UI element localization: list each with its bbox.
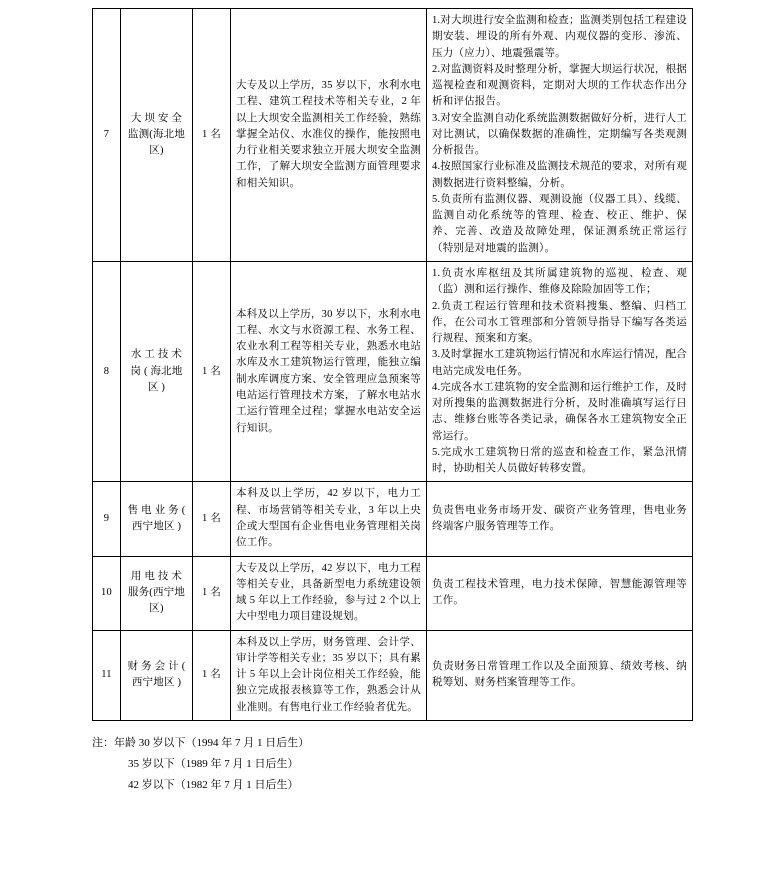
cell-post: 用 电 技 术服务(西宁地区) <box>121 556 193 630</box>
cell-post: 水 工 技 术岗 ( 海北地区 ) <box>121 261 193 481</box>
cell-duties: 负责财务日常管理工作以及全面预算、绩效考核、纳税筹划、财务档案管理等工作。 <box>427 630 693 720</box>
cell-duties: 负责工程技术管理，电力技术保障，智慧能源管理等工作。 <box>427 556 693 630</box>
cell-post: 大 坝 安 全监测(海北地区) <box>121 9 193 262</box>
table-body <box>93 9 693 721</box>
cell-duties: 负责售电业务市场开发、碳资产业务管理，售电业务终端客户服务管理等工作。 <box>427 482 693 556</box>
cell-no: 10 <box>93 556 121 630</box>
cell-no: 8 <box>93 261 121 481</box>
footnotes <box>92 733 783 796</box>
cell-num: 1 名 <box>193 261 231 481</box>
cell-duties: 1.对大坝进行安全监测和检查；监测类别包括工程建设期安装、埋设的所有外观、内观仪器的变形、渗流、压力（应力）、地震强震等。 2.对监测资料及时整理分析，掌握大坝运行状况，根据巡视检查和观测资料，定期对大坝的工作状态作出分析和评估报告。 3.对安全监测自动化系统监测数据做好分析，进行人工对比测试，以确保数据的准确性，定期编写各类观测分析报告。 4.按照国家行业标准及监测技术规范的要求，对所有观测数据进行资料整编，分析。 5.负责所有监测仪器、观测设施（仪器工具）、线缆、监测自动化系统等的管理、检查、校正、维护、保养、完善、改造及故障处理，保证测系统正常运行（特别是对地震的监测）。 <box>427 9 693 262</box>
footnote-line-3: 42 岁以下（1982 年 7 月 1 日后生） <box>128 778 299 791</box>
cell-requirements: 本科及以上学历，财务管理、会计学、审计学等相关专业；35 岁以下；具有累计 5 年以上会计岗位相关工作经验，能独立完成报表核算等工作，熟悉会计从业准则。有售电行业工作经验者优先。 <box>231 630 427 720</box>
cell-post: 财 务 会 计 ( 西宁地区 ) <box>121 630 193 720</box>
cell-no: 11 <box>93 630 121 720</box>
cell-requirements: 本科及以上学历，30 岁以下，水利水电工程、水文与水资源工程、水务工程、农业水利工程等相关专业，熟悉水电站水库及水工建筑物运行管理，能独立编制水库调度方案、安全管理应急预案等电站运行管理技术方案，了解水电站水工运行管理全过程；掌握水电站安全运行知识。 <box>231 261 427 481</box>
footnote-line-2: 35 岁以下（1989 年 7 月 1 日后生） <box>128 757 299 770</box>
cell-requirements: 大专及以上学历，35 岁以下，水利水电工程、建筑工程技术等相关专业，2 年以上大坝安全监测相关工作经验，熟练掌握全站仪、水准仪的操作，能按照电力行业相关要求独立开展大坝安全监测工作，了解大坝安全监测方面管理要求和相关知识。 <box>231 9 427 262</box>
cell-num: 1 名 <box>193 556 231 630</box>
table-row <box>93 630 693 720</box>
cell-post: 售 电 业 务 ( 西宁地区 ) <box>121 482 193 556</box>
cell-num: 1 名 <box>193 630 231 720</box>
cell-num: 1 名 <box>193 482 231 556</box>
cell-requirements: 本科及以上学历，42 岁以下，电力工程、市场营销等相关专业，3 年以上央企或大型国有企业售电业务管理相关岗位工作。 <box>231 482 427 556</box>
table-row <box>93 482 693 556</box>
cell-duties: 1.负责水库枢纽及其所属建筑物的巡视、检查、观（监）测和运行操作、维修及除险加固等工作； 2.负责工程运行管理和技术资料搜集、整编、归档工作，在公司水工管理部和分管领导指导下编写各类运行规程、预案和方案。 3.及时掌握水工建筑物运行情况和水库运行情况，配合电站完成发电任务。 4.完成各水工建筑物的安全监测和运行维护工作，及时对所搜集的监测数据进行分析，及时准确填写运行日志、维修台账等各类记录，确保各水工建筑物安全正常运行。 5.完成水工建筑物日常的巡查和检查工作，紧急汛情时，协助相关人员做好转移安置。 <box>427 261 693 481</box>
table-row <box>93 261 693 481</box>
table-row <box>93 556 693 630</box>
footnote-line-1: 注：年龄 30 岁以下（1994 年 7 月 1 日后生） <box>92 736 310 749</box>
cell-num: 1 名 <box>193 9 231 262</box>
cell-no: 9 <box>93 482 121 556</box>
table-row <box>93 9 693 262</box>
cell-no: 7 <box>93 9 121 262</box>
recruitment-table <box>92 8 693 721</box>
cell-requirements: 大专及以上学历，42 岁以下，电力工程等相关专业，具备新型电力系统建设领域 5 年以上工作经验，参与过 2 个以上大中型电力项目建设规划。 <box>231 556 427 630</box>
